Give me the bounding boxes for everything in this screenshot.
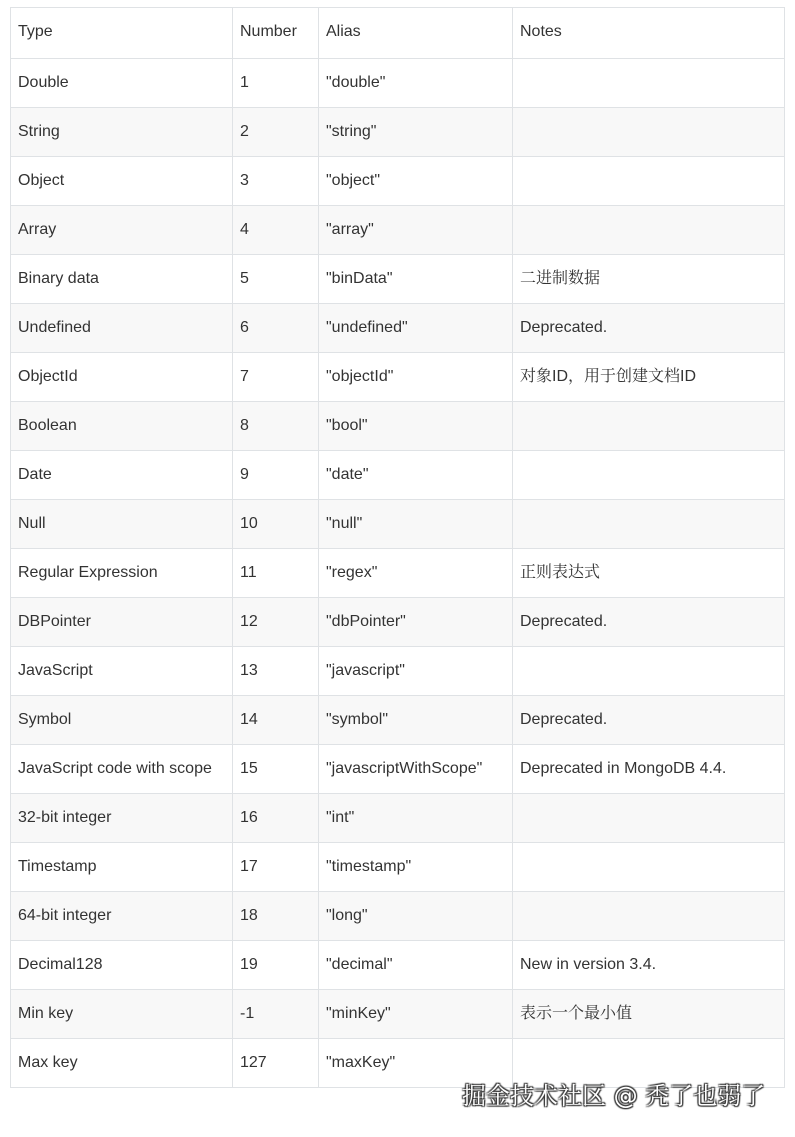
cell-type: ObjectId [11,353,233,402]
cell-number: 13 [233,647,319,696]
cell-notes [513,500,785,549]
cell-notes: 正则表达式 [513,549,785,598]
cell-alias: "null" [319,500,513,549]
cell-number: 8 [233,402,319,451]
cell-type: JavaScript [11,647,233,696]
cell-alias: "decimal" [319,941,513,990]
header-notes: Notes [513,8,785,59]
cell-notes [513,59,785,108]
header-number: Number [233,8,319,59]
table-row [11,794,785,843]
table-row [11,451,785,500]
table-row [11,990,785,1039]
cell-type: Binary data [11,255,233,304]
cell-type: Double [11,59,233,108]
cell-number: 16 [233,794,319,843]
cell-number: 18 [233,892,319,941]
table-row [11,59,785,108]
cell-notes [513,206,785,255]
cell-notes: 对象ID，用于创建文档ID [513,353,785,402]
cell-alias: "symbol" [319,696,513,745]
cell-number: 9 [233,451,319,500]
bson-types-table [10,7,785,1088]
cell-type: 64-bit integer [11,892,233,941]
cell-alias: "javascript" [319,647,513,696]
cell-type: Decimal128 [11,941,233,990]
cell-type: Null [11,500,233,549]
table-row [11,892,785,941]
header-alias: Alias [319,8,513,59]
table-row [11,598,785,647]
table-header [11,8,785,59]
table-row [11,206,785,255]
cell-alias: "undefined" [319,304,513,353]
cell-notes: Deprecated. [513,598,785,647]
cell-type: JavaScript code with scope [11,745,233,794]
table-row [11,108,785,157]
table-row [11,941,785,990]
table-row [11,304,785,353]
cell-type: Array [11,206,233,255]
cell-type: Date [11,451,233,500]
cell-alias: "bool" [319,402,513,451]
cell-type: String [11,108,233,157]
cell-notes: Deprecated. [513,304,785,353]
cell-type: Max key [11,1039,233,1088]
cell-type: 32-bit integer [11,794,233,843]
cell-alias: "object" [319,157,513,206]
cell-notes [513,402,785,451]
cell-number: 5 [233,255,319,304]
header-row [11,8,785,59]
cell-alias: "date" [319,451,513,500]
cell-alias: "long" [319,892,513,941]
cell-number: 19 [233,941,319,990]
cell-number: 10 [233,500,319,549]
cell-number: 3 [233,157,319,206]
cell-type: Min key [11,990,233,1039]
cell-type: Timestamp [11,843,233,892]
cell-alias: "binData" [319,255,513,304]
cell-number: 12 [233,598,319,647]
table-row [11,843,785,892]
cell-number: 15 [233,745,319,794]
cell-alias: "dbPointer" [319,598,513,647]
table-body [11,59,785,1088]
cell-notes: 二进制数据 [513,255,785,304]
table-row [11,353,785,402]
cell-alias: "string" [319,108,513,157]
cell-notes: New in version 3.4. [513,941,785,990]
table-row [11,157,785,206]
cell-notes [513,157,785,206]
cell-type: Object [11,157,233,206]
cell-alias: "array" [319,206,513,255]
cell-type: Undefined [11,304,233,353]
cell-notes: Deprecated. [513,696,785,745]
cell-notes: Deprecated in MongoDB 4.4. [513,745,785,794]
cell-notes [513,108,785,157]
cell-type: Boolean [11,402,233,451]
table-row [11,745,785,794]
cell-notes [513,451,785,500]
cell-number: -1 [233,990,319,1039]
table-row [11,647,785,696]
cell-number: 2 [233,108,319,157]
cell-alias: "minKey" [319,990,513,1039]
table-row [11,500,785,549]
cell-alias: "timestamp" [319,843,513,892]
cell-alias: "int" [319,794,513,843]
cell-alias: "javascriptWithScope" [319,745,513,794]
cell-type: Symbol [11,696,233,745]
table-row [11,549,785,598]
cell-notes [513,794,785,843]
cell-notes [513,892,785,941]
cell-notes: 表示一个最小值 [513,990,785,1039]
cell-number: 4 [233,206,319,255]
cell-number: 7 [233,353,319,402]
table-row [11,402,785,451]
cell-type: Regular Expression [11,549,233,598]
cell-alias: "double" [319,59,513,108]
cell-number: 17 [233,843,319,892]
cell-type: DBPointer [11,598,233,647]
watermark: 掘金技术社区 @ 秃了也弱了 [462,1082,766,1110]
header-type: Type [11,8,233,59]
cell-alias: "objectId" [319,353,513,402]
cell-notes [513,647,785,696]
cell-number: 127 [233,1039,319,1088]
table-row [11,696,785,745]
cell-number: 6 [233,304,319,353]
table-row [11,255,785,304]
cell-notes [513,843,785,892]
cell-alias: "maxKey" [319,1039,513,1088]
cell-alias: "regex" [319,549,513,598]
cell-number: 14 [233,696,319,745]
cell-number: 11 [233,549,319,598]
cell-number: 1 [233,59,319,108]
